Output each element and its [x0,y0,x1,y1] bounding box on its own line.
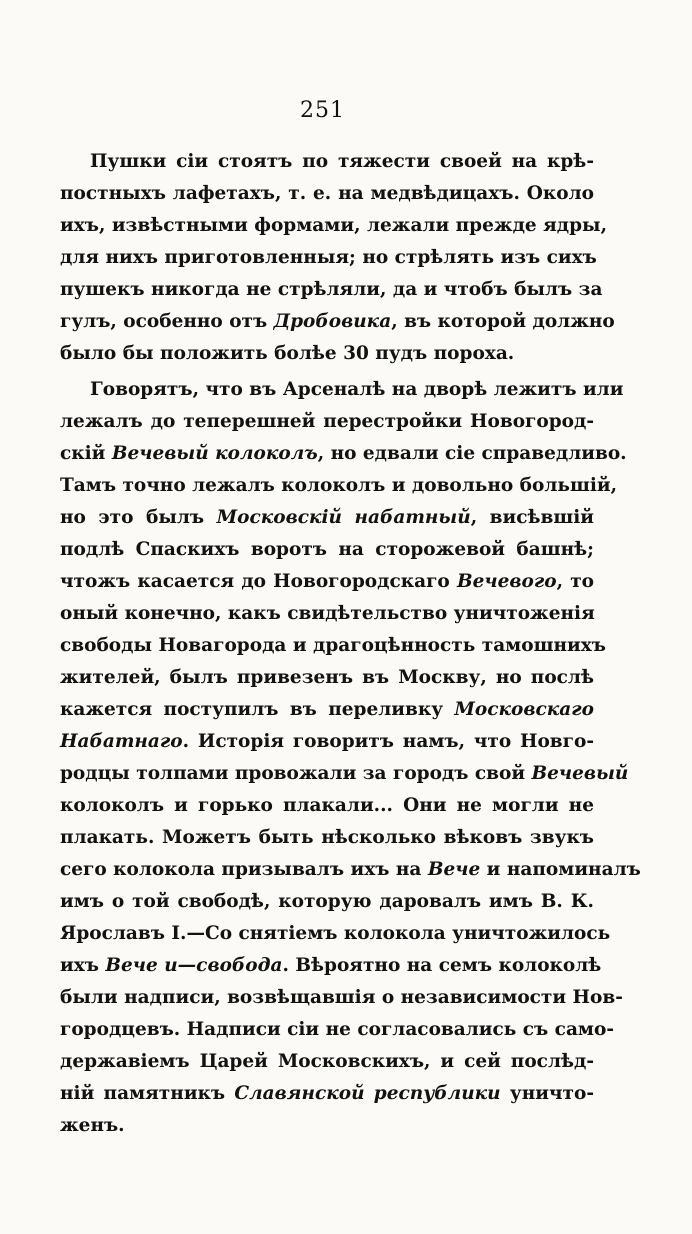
text-line: для нихъ приготовленныя; но стрѣлять изъ сихъ [60,247,597,268]
text-line: постныхъ лафетахъ, т. е. на медвѣдицахъ. Около [60,183,594,204]
italic-term: Набатнаго [60,731,183,752]
text-line: женъ. [60,1115,125,1136]
page-number: 251 [300,98,345,123]
text-line: городцевъ. Надписи сіи не согласовались съ само- [60,1019,615,1040]
text-line: ній памятникъ Славянской республики уничто- [60,1083,595,1104]
text-line: кажется поступилъ въ переливку Московскаго [60,699,594,720]
text-line: колоколъ и горько плакали... Они не могли не [60,795,594,816]
paragraph-bell [60,374,641,1142]
text-line: но это былъ Московскій набатный, висѣвшій [60,507,595,528]
text-line: свободы Новагорода и драгоцѣнность тамошнихъ [60,635,606,656]
text-line: Ярославъ I.—Со снятіемъ колокола уничтожилось [60,923,611,944]
text-line: плакать. Можетъ быть нѣсколько вѣковъ звукъ [60,827,594,848]
text-line: пушекъ никогда не стрѣляли, да и чтобъ былъ за [60,279,603,300]
text-line: лежалъ до теперешней перестройки Новогород- [60,411,594,432]
italic-term: Московскаго [454,699,594,720]
text-line: Тамъ точно лежалъ колоколъ и довольно большій, [60,475,618,496]
text-line: были надписи, возвѣщавшія о независимости Нов- [60,987,623,1008]
italic-term: Вече и—свобода [105,955,283,976]
text-line: ихъ Вече и—свобода. Вѣроятно на семъ колоколѣ [60,955,602,976]
text-line: оный конечно, какъ свидѣтельство уничтоженія [60,603,595,624]
italic-term: Вече [427,859,481,880]
text-line: Набатнаго. Исторія говоритъ намъ, что Новго- [60,731,594,752]
text-line: гулъ, особенно отъ Дробовика, въ которой должно [60,311,615,332]
text-line: Пушки сіи стоятъ по тяжести своей на крѣ- [90,151,594,172]
italic-term: Славянской республики [234,1083,501,1104]
text-line: жителей, былъ привезенъ въ Москву, но послѣ [60,667,594,688]
text-line: родцы толпами провожали за городъ свой Вечевый [60,763,629,784]
text-line: ихъ, извѣстными формами, лежали прежде ядры, [60,215,608,236]
italic-term: Вечевого [456,571,557,592]
paragraph-cannons [60,146,615,370]
text-line: чтожъ касается до Новогородскаго Вечевого, то [60,571,594,592]
italic-term: Вечевый колоколъ [111,443,318,464]
text-line: сего колокола призывалъ ихъ на Вече и напоминалъ [60,859,641,880]
italic-term: Вечевый [531,763,629,784]
text-line: подлѣ Спаскихъ воротъ на сторожевой башнѣ; [60,539,594,560]
italic-term: Московскій набатный [216,507,471,528]
text-line: Говорятъ, что въ Арсеналѣ на дворѣ лежитъ или [90,379,624,400]
text-line: скій Вечевый колоколъ, но едвали сіе справедливо. [60,443,627,464]
text-line: было бы положить болѣе 30 пудъ пороха. [60,343,515,364]
italic-term: Дробовика [273,311,392,332]
text-line: имъ о той свободѣ, которую даровалъ имъ В. К. [60,891,594,912]
text-line: державіемъ Царей Московскихъ, и сей послѣд- [60,1051,594,1072]
